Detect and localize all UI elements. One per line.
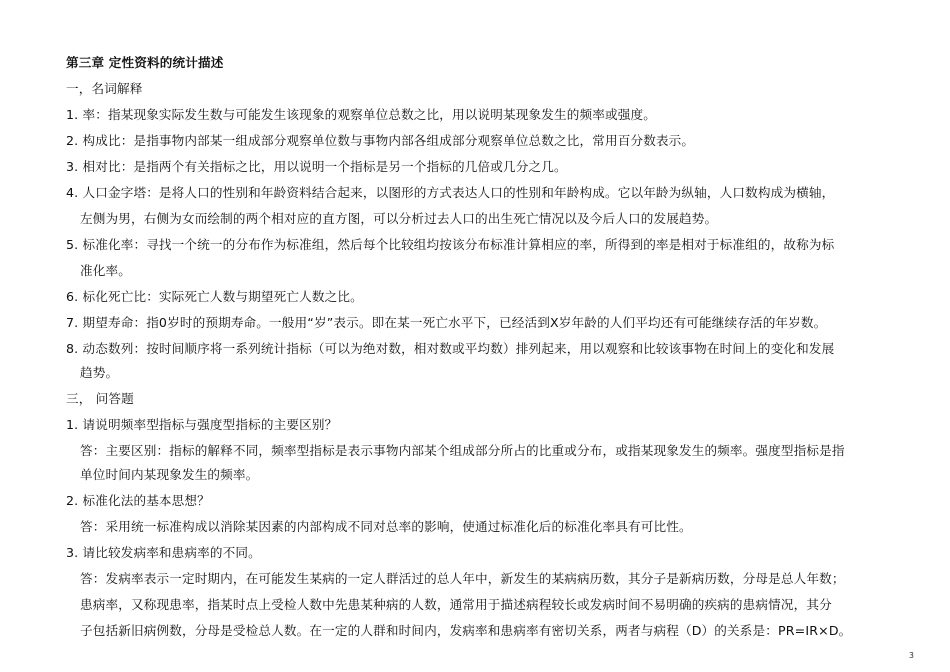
term-item-1: 1. 率：指某现象实际发生数与可能发生该现象的观察单位总数之比，用以说明某现象发生的频率或强度。 (66, 107, 656, 122)
question-2: 2. 标准化法的基本思想？ (66, 493, 210, 508)
term-item-5: 5. 标准化率：寻找一个统一的分布作为标准组，然后每个比较组均按该分布标准计算相应的率，所得到的率是相对于标准组的，故称为标 (66, 237, 835, 252)
term-item-2: 2. 构成比：是指事物内部某一组成部分观察单位数与事物内部各组成部分观察单位总数之比，常用百分数表示。 (66, 133, 695, 148)
term-item-8: 8. 动态数列：按时间顺序将一系列统计指标（可以为绝对数，相对数或平均数）排列起来，用以观察和比较该事物在时间上的变化和发展 (66, 341, 835, 356)
term-item-4: 4. 人口金字塔：是将人口的性别和年龄资料结合起来，以图形的方式表达人口的性别和年龄构成。它以年龄为纵轴，人口数构成为横轴， (66, 185, 835, 200)
answer-2: 答：采用统一标准构成以消除某因素的内部构成不同对总率的影响，使通过标准化后的标准化率具有可比性。 (80, 519, 692, 534)
term-item-6: 6. 标化死亡比：实际死亡人数与期望死亡人数之比。 (66, 289, 363, 304)
term-item-3: 3. 相对比：是指两个有关指标之比，用以说明一个指标是另一个指标的几倍或几分之几。 (66, 159, 567, 174)
answer-3-continued-2: 子包括新旧病例数，分母是受检总人数。在一定的人群和时间内，发病率和患病率有密切关系，两者与病程（D）的关系是：PR=IR×D。 (80, 623, 852, 638)
answer-3-continued: 患病率，又称现患率，指某时点上受检人数中先患某种病的人数，通常用于描述病程较长或发病时间不易明确的疾病的患病情况，其分 (80, 597, 832, 612)
term-item-8-continued: 趋势。 (80, 365, 119, 380)
answer-1-continued: 单位时间内某现象发生的频率。 (80, 467, 259, 482)
question-1: 1. 请说明频率型指标与强度型指标的主要区别？ (66, 417, 338, 432)
section-heading-qa: 三， 问答题 (66, 391, 134, 406)
question-3: 3. 请比较发病率和患病率的不同。 (66, 545, 261, 560)
chapter-title: 第三章 定性资料的统计描述 (66, 55, 224, 70)
answer-3: 答：发病率表示一定时期内，在可能发生某病的一定人群活过的总人年中，新发生的某病病历数，其分子是新病历数，分母是总人年数； (80, 571, 845, 586)
term-item-7: 7. 期望寿命：指0岁时的预期寿命。一般用“岁”表示。即在某一死亡水平下，已经活到X岁年龄的人们平均还有可能继续存活的年岁数。 (66, 315, 827, 330)
term-item-4-continued: 左侧为男，右侧为女而绘制的两个相对应的直方图，可以分析过去人口的出生死亡情况以及今后人口的发展趋势。 (80, 211, 718, 226)
answer-1: 答：主要区别：指标的解释不同，频率型指标是表示事物内部某个组成部分所占的比重或分布，或指某现象发生的频率。强度型指标是指 (80, 443, 845, 458)
page-number: 3 (908, 651, 914, 660)
section-heading-terms: 一，名词解释 (66, 81, 143, 96)
term-item-5-continued: 准化率。 (80, 263, 131, 278)
